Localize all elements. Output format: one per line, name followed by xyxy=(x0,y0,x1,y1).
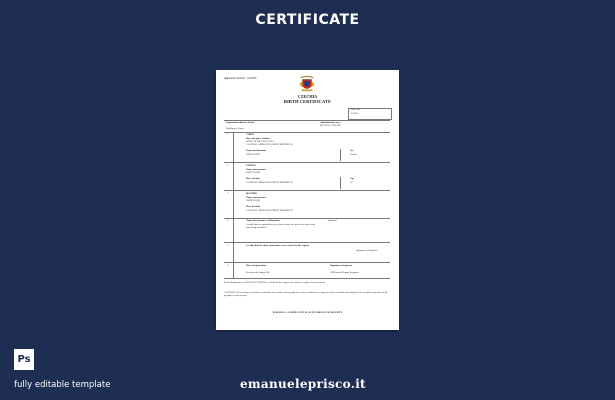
registration-district: Registration district: Praha xyxy=(226,121,255,124)
field-label: Name and Surname xyxy=(246,149,267,152)
section-number: 5 xyxy=(227,244,229,247)
divider xyxy=(224,162,390,163)
caution-note: CAUTION: It is an offence to falsify a certificate or to make or knowingly use a false certificate or a copy of a false certificate intending it to be accepted as genuine to the prejudice of any person. xyxy=(224,291,388,297)
section-number: 3 xyxy=(227,192,229,195)
field-value: CASTELLO HERNAN DANDEZ MENDEZ 02 xyxy=(246,181,293,184)
field-label: Name and surname xyxy=(246,168,266,171)
section-title: FATHER xyxy=(246,164,256,167)
column-divider xyxy=(340,149,341,161)
application-number: Application Number : 0220500 xyxy=(224,77,257,80)
field-label: Date and place of birth xyxy=(246,137,270,140)
field-value: FIRST OF JULY 02/07/2011 xyxy=(246,140,274,143)
subdistrict: Subdistrict : Pasov xyxy=(226,127,244,130)
field-value: JOHN WOOD xyxy=(246,199,261,202)
section-number: 4 xyxy=(227,219,229,222)
editable-caption: fully editable template xyxy=(14,380,111,390)
place-number-value: 0234/3 xyxy=(351,112,358,115)
field-label: Date of registration xyxy=(246,264,266,267)
section-number: 2 xyxy=(227,164,229,167)
field-value: knowledge and belief xyxy=(246,226,267,229)
field-value: CM Pascual Deputy Registrar xyxy=(330,271,359,274)
field-label: Signature of Registrar xyxy=(356,249,378,252)
field-label: Signature xyxy=(328,219,338,222)
age-label: Age xyxy=(350,177,354,180)
divider xyxy=(224,278,390,279)
certified-copy-note: In the Registration for PRAGUE, CZECHIA. Certified a true copy of an entry in a register in my custody. xyxy=(224,281,326,284)
field-value: Seventeenth August 2011 xyxy=(246,271,271,274)
certificate-heading: BIRTH CERTIFICATE xyxy=(283,99,332,104)
divider xyxy=(224,190,390,191)
field-label: Name and surname of informant xyxy=(246,219,280,222)
divider xyxy=(224,262,390,263)
age-value: 32 xyxy=(350,181,353,184)
field-label: Place of birth xyxy=(246,177,260,180)
field-value: CASTELLO HERNAN DANDEZ MENDEZ 02 xyxy=(246,143,293,146)
country-heading: CZECHIA xyxy=(297,94,318,99)
field-label: I certify that the above particulars were entered in the register xyxy=(246,244,310,247)
column-divider xyxy=(340,177,341,189)
administrative-area-value: PRAGUE, CZECHIA xyxy=(320,124,342,127)
field-value: CASTELLO HERNAN DANDEZ MENDEZ 02 xyxy=(246,209,293,212)
field-label: Signature of registrar xyxy=(330,264,353,267)
section-title: MOTHER xyxy=(246,192,257,195)
photoshop-icon: Ps xyxy=(14,349,34,370)
page-title: CERTIFICATE xyxy=(255,12,360,28)
field-value: JOHN WOOD xyxy=(246,171,261,174)
sex-label: Sex xyxy=(350,149,354,152)
section-title: CHILD xyxy=(246,133,254,136)
sex-value: Female xyxy=(350,153,358,156)
birth-certificate-document xyxy=(216,70,399,330)
field-value: JOHN WOOD xyxy=(246,153,261,156)
field-value: I certify that the particulars given by me above are true to the best of my xyxy=(246,223,316,226)
warning-note: WARNING: A CERTIFICATE IS NOT EVIDENCE OF IDENTITY xyxy=(272,311,343,314)
coat-of-arms-icon xyxy=(298,75,316,93)
section-number: 6 xyxy=(227,264,229,267)
divider xyxy=(224,242,390,243)
website-link[interactable]: emanueleprisco.it xyxy=(240,377,366,391)
column-divider xyxy=(233,132,234,278)
place-number-label: Place No. xyxy=(351,108,361,111)
field-label: Place of birth xyxy=(246,205,260,208)
administrative-area-label: Administrative area xyxy=(320,121,341,124)
field-label: Name and surname xyxy=(246,196,266,199)
section-number: 1 xyxy=(227,133,229,136)
